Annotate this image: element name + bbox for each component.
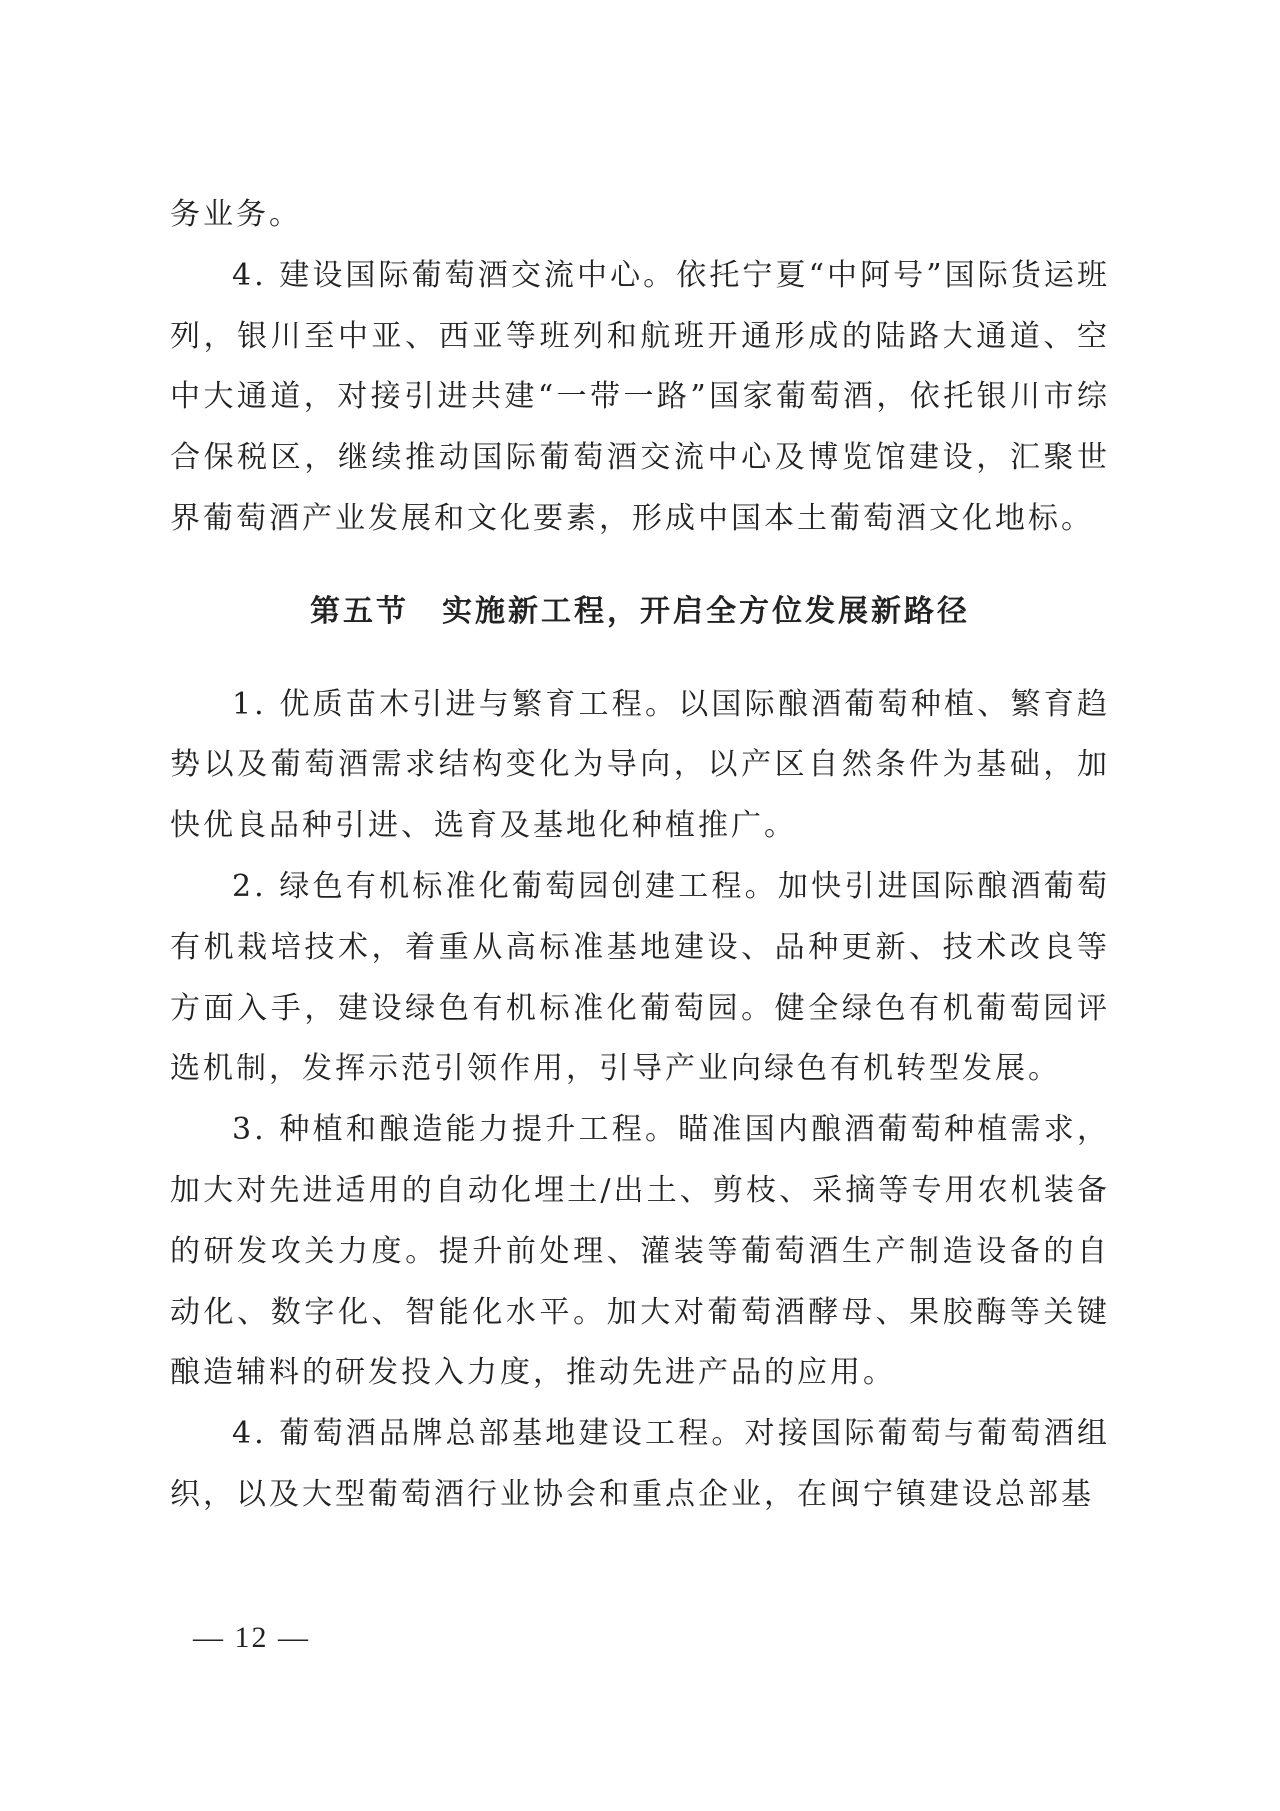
page-number: — 12 — xyxy=(193,1621,310,1654)
heading-spacer-top xyxy=(170,550,1110,582)
paragraph-item-2-organic-vineyard: 2. 绿色有机标准化葡萄园创建工程。加快引进国际酿酒葡萄有机栽培技术，着重从高标准基地建设、品种更新、技术改良等方面入手，建设绿色有机标准化葡萄园。健全绿色有机葡萄园评选机制，发挥示范引领作用，引导产业向绿色有机转型发展。 xyxy=(170,868,1110,1087)
section-heading: 第五节 实施新工程，开启全方位发展新路径 xyxy=(310,593,970,629)
paragraph-item-4-brand-hq: 4. 葡萄酒品牌总部基地建设工程。对接国际葡萄与葡萄酒组织，以及大型葡萄酒行业协会和重点企业，在闽宁镇建设总部基 xyxy=(170,1416,1110,1512)
paragraph-continuation: 务业务。 xyxy=(170,197,302,232)
paragraph-item-3-capacity: 3. 种植和酿造能力提升工程。瞄准国内酿酒葡萄种植需求，加大对先进适用的自动化埋土/出土、剪枝、采摘等专用农机装备的研发攻关力度。提升前处理、灌装等葡萄酒生产制造设备的自动化、数字化、智能化水平。加大对葡萄酒酵母、果胶酶等关键酿造辅料的研发投入力度，推动先进产品的应用。 xyxy=(170,1112,1110,1391)
heading-spacer-bottom xyxy=(170,643,1110,675)
body-text xyxy=(170,185,1110,1526)
paragraph-item-1-seedlings: 1. 优质苗木引进与繁育工程。以国际酿酒葡萄种植、繁育趋势以及葡萄酒需求结构变化为导向，以产区自然条件为基础，加快优良品种引进、选育及基地化种植推广。 xyxy=(170,686,1110,844)
paragraph-item-4-exchange-center: 4. 建设国际葡萄酒交流中心。依托宁夏“中阿号”国际货运班列，银川至中亚、西亚等班列和航班开通形成的陆路大通道、空中大通道，对接引进共建“一带一路”国家葡萄酒，依托银川市综合保税区，继续推动国际葡萄酒交流中心及博览馆建设，汇聚世界葡萄酒产业发展和文化要素，形成中国本土葡萄酒文化地标。 xyxy=(170,257,1110,536)
